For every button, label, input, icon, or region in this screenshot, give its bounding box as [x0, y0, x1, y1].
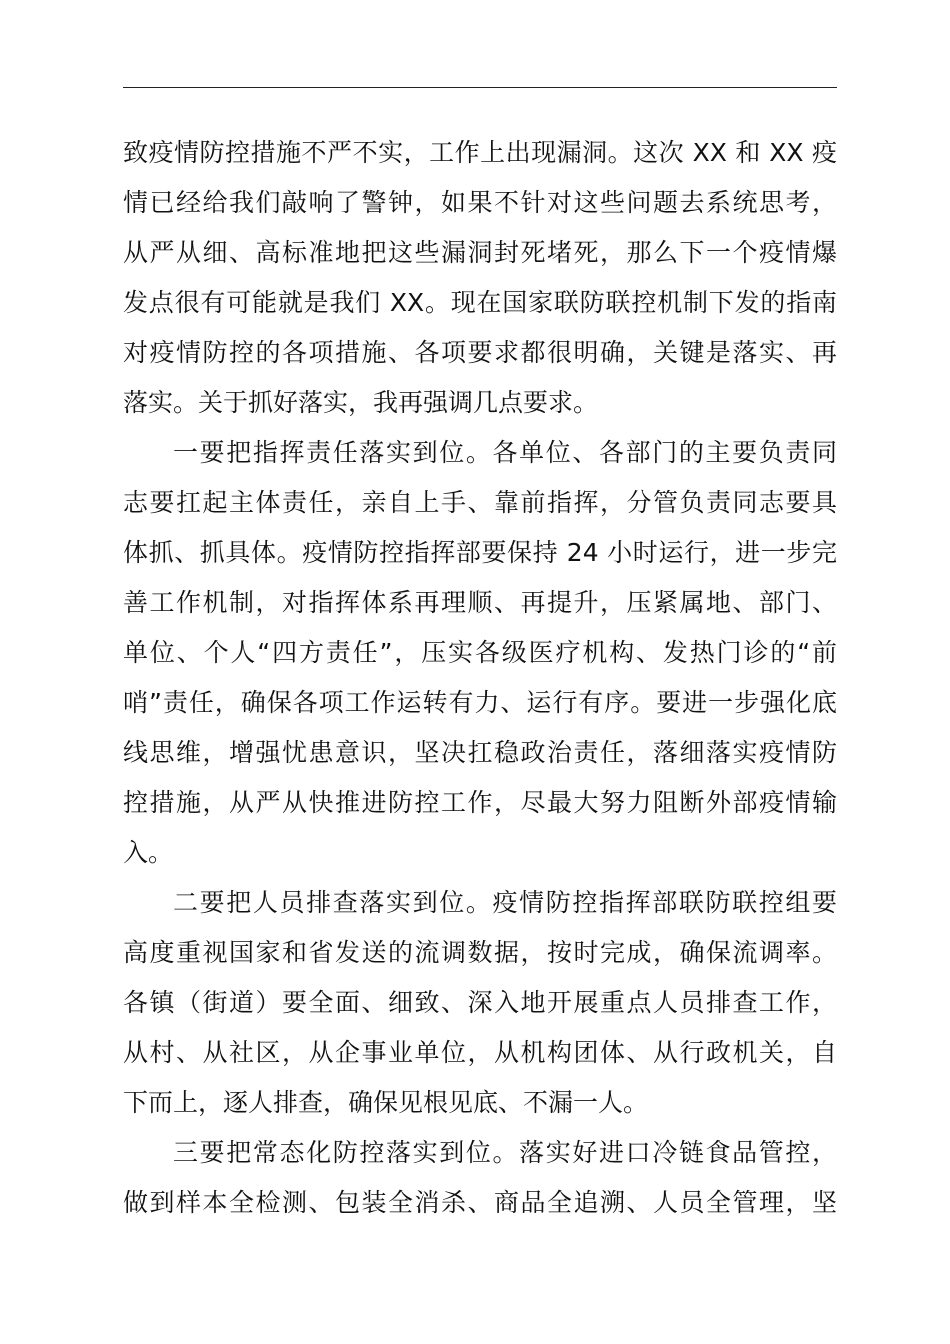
text-line: 单位、个人“四方责任”，压实各级医疗机构、发热门诊的“前	[123, 638, 837, 667]
text-line: 线思维，增强忧患意识，坚决扛稳政治责任，落细落实疫情防	[123, 738, 837, 767]
text-line: 从严从细、高标准地把这些漏洞封死堵死，那么下一个疫情爆	[123, 238, 837, 267]
text-line: 下而上，逐人排查，确保见根见底、不漏一人。	[123, 1088, 649, 1117]
text-line: 善工作机制，对指挥体系再理顺、再提升，压紧属地、部门、	[123, 588, 837, 617]
text-line: 三要把常态化防控落实到位。落实好进口冷链食品管控，	[173, 1138, 837, 1167]
text-line: 各镇（街道）要全面、细致、深入地开展重点人员排查工作，	[123, 988, 837, 1017]
text-line: 控措施，从严从快推进防控工作，尽最大努力阻断外部疫情输	[123, 788, 837, 817]
document-body	[123, 128, 837, 1228]
text-line: 二要把人员排查落实到位。疫情防控指挥部联防联控组要	[173, 888, 837, 917]
header-rule	[123, 87, 837, 88]
text-line: 志要扛起主体责任，亲自上手、靠前指挥，分管负责同志要具	[123, 488, 837, 517]
text-line: 从村、从社区，从企事业单位，从机构团体、从行政机关，自	[123, 1038, 837, 1067]
text-line: 体抓、抓具体。疫情防控指挥部要保持 24 小时运行，进一步完	[123, 538, 837, 567]
text-line: 情已经给我们敲响了警钟，如果不针对这些问题去系统思考，	[123, 188, 837, 217]
text-line: 高度重视国家和省发送的流调数据，按时完成，确保流调率。	[123, 938, 837, 967]
text-line: 入。	[123, 838, 174, 867]
text-line: 发点很有可能就是我们 XX。现在国家联防联控机制下发的指南	[123, 288, 837, 317]
text-line: 对疫情防控的各项措施、各项要求都很明确，关键是落实、再	[123, 338, 837, 367]
paragraph-4	[123, 1128, 837, 1228]
text-line: 致疫情防控措施不严不实，工作上出现漏洞。这次 XX 和 XX 疫	[123, 138, 837, 167]
text-line: 做到样本全检测、包装全消杀、商品全追溯、人员全管理，坚	[123, 1188, 837, 1217]
paragraph-2	[123, 428, 837, 878]
text-line: 一要把指挥责任落实到位。各单位、各部门的主要负责同	[173, 438, 837, 467]
text-line: 落实。关于抓好落实，我再强调几点要求。	[123, 388, 599, 417]
paragraph-3	[123, 878, 837, 1128]
text-line: 哨”责任，确保各项工作运转有力、运行有序。要进一步强化底	[123, 688, 837, 717]
paragraph-1	[123, 128, 837, 428]
